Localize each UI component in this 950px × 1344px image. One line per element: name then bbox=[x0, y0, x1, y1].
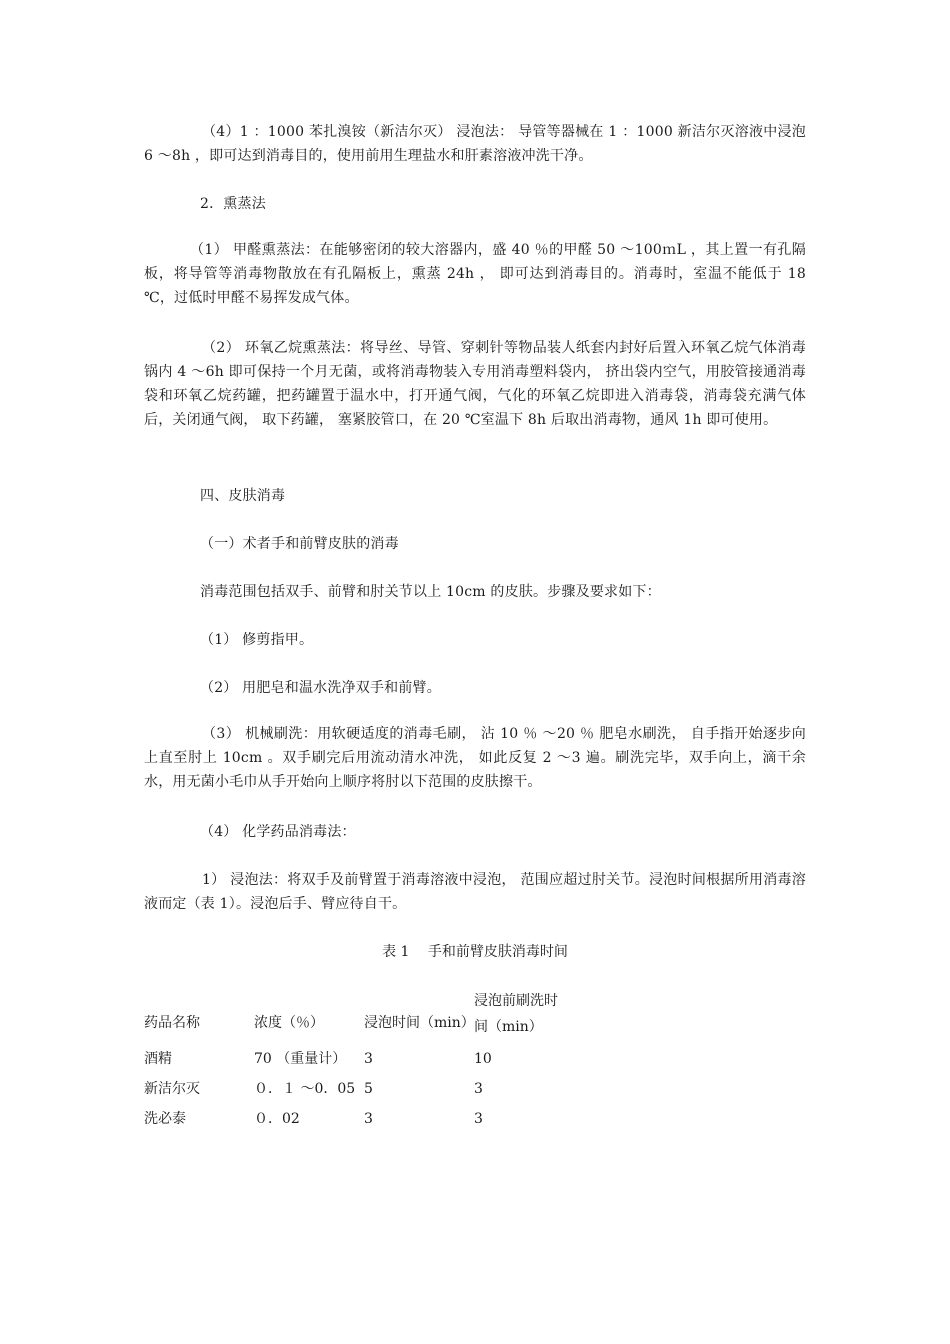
paragraph-soaking: 1） 浸泡法：将双手及前臂置于消毒溶液中浸泡， 范围应超过肘关节。浸泡时间根据所用消毒溶液而定（表 1）。浸泡后手、臂应待自干。 bbox=[144, 872, 806, 912]
cell-brush-time: 3 bbox=[474, 1111, 483, 1127]
step-trim-nails: （1） 修剪指甲。 bbox=[200, 632, 314, 648]
cell-soak-time: 5 bbox=[364, 1081, 373, 1097]
header-drug-name: 药品名称 bbox=[144, 1015, 200, 1031]
cell-soak-time: 3 bbox=[364, 1051, 373, 1067]
step-mechanical-brushing: （3） 机械刷洗：用软硬适度的消毒毛刷， 沾 10 ％ ～20 ％ 肥皂水刷洗， 自手指开始逐步向上直至肘上 10cm 。双手刷完后用流动清水冲洗， 如此反复 2 ～3 遍。刷洗完毕，双手向上，滴干余水，用无菌小毛巾从手开始向上顺序将肘以下范围的皮肤擦干。 bbox=[144, 726, 806, 790]
heading-hand-forearm: （一）术者手和前臂皮肤的消毒 bbox=[200, 536, 399, 552]
heading-skin-disinfection: 四、皮肤消毒 bbox=[200, 488, 286, 504]
cell-drug: 洗必泰 bbox=[144, 1111, 186, 1127]
step-chemical: （4） 化学药品消毒法： bbox=[200, 824, 356, 840]
cell-soak-time: 3 bbox=[364, 1111, 373, 1127]
table-title: 表 1 手和前臂皮肤消毒时间 bbox=[382, 944, 568, 960]
paragraph-ethylene-oxide: （2） 环氧乙烷熏蒸法：将导丝、导管、穿刺针等物品装人纸套内封好后置入环氧乙烷气体消毒锅内 4 ～6h 即可保持一个月无菌，或将消毒物装入专用消毒塑料袋内， 挤出袋内空气，用胶管接通消毒袋和环氧乙烷药罐，把药罐置于温水中，打开通气阀，气化的环氧乙烷即进入消毒袋，消毒袋充满气体后，关闭通气阀， 取下药罐， 塞紧胶管口，在 20 ℃室温下 8h 后取出消毒物，通风 1h 即可使用。 bbox=[144, 340, 806, 428]
header-concentration: 浓度（％） bbox=[254, 1015, 324, 1031]
cell-drug: 新洁尔灭 bbox=[144, 1081, 200, 1097]
header-soak-time: 浸泡时间（min） bbox=[364, 1015, 475, 1031]
header-brush-time-line1: 浸泡前刷洗时 bbox=[474, 993, 558, 1009]
cell-concentration: ０．02 bbox=[254, 1111, 300, 1127]
cell-brush-time: 10 bbox=[474, 1051, 492, 1067]
heading-fumigation: 2．熏蒸法 bbox=[200, 196, 266, 212]
paragraph-formaldehyde: （1） 甲醛熏蒸法：在能够密闭的较大溶器内，盛 40 ％的甲醛 50 ～100ｍL ，其上置一有孔隔板，将导管等消毒物散放在有孔隔板上，熏蒸 24h ， 即可达到消毒目的。消毒时，室温不能低于 18 ℃，过低时甲醛不易挥发成气体。 bbox=[144, 242, 806, 306]
step-wash: （2） 用肥皂和温水洗净双手和前臂。 bbox=[200, 680, 441, 696]
paragraph-scope: 消毒范围包括双手、前臂和肘关节以上 10cm 的皮肤。步骤及要求如下： bbox=[200, 584, 661, 600]
header-brush-time-line2: 间（min） bbox=[474, 1019, 543, 1035]
cell-concentration: 70 （重量计） bbox=[254, 1051, 347, 1067]
paragraph-benzalkonium: （4）1 ：1000 苯扎溴铵（新洁尔灭） 浸泡法： 导管等器械在 1 ：1000 新洁尔灭溶液中浸泡 6 ～8h ，即可达到消毒目的，使用前用生理盐水和肝素溶液冲洗干净。 bbox=[144, 124, 806, 164]
cell-drug: 酒精 bbox=[144, 1051, 172, 1067]
cell-concentration: ０．１ ～0．05 bbox=[254, 1081, 356, 1097]
cell-brush-time: 3 bbox=[474, 1081, 483, 1097]
